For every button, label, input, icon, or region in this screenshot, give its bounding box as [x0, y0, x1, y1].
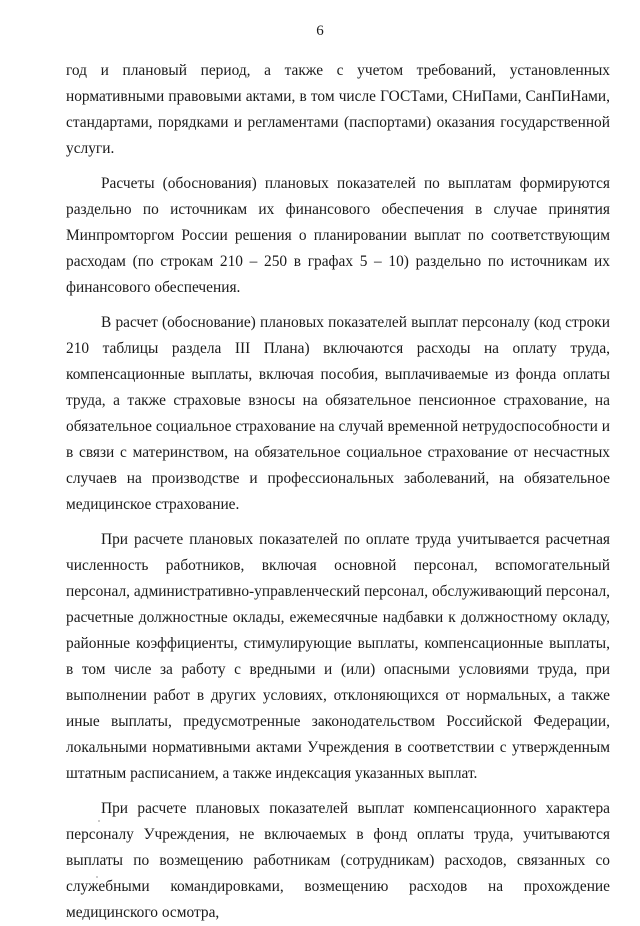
paragraph-compensation-payments: При расчете плановых показателей выплат компенсационного характера персоналу Учреждения, не включаемых в фонд оплаты труда, учитываются выплаты по возмещению работникам (сотрудникам) расходов, связанных со служебными командировками, возмещению расходов на прохождение медицинского осмотра,	[66, 800, 610, 921]
paragraph-personnel-payments: В расчет (обоснование) плановых показателей выплат персоналу (код строки 210 таблицы раздела III Плана) включаются расходы на оплату труда, компенсационные выплаты, включая пособия, выплачиваемые из фонда оплаты труда, а также страховые взносы на обязательное пенсионное страхование, на обязательное социальное страхование на случай временной нетрудоспособности и в связи с материнством, на обязательное социальное страхование от несчастных случаев на производстве и профессиональных заболеваний, на обязательное медицинское страхование.	[66, 314, 610, 513]
paragraph-continuation: год и плановый период, а также с учетом требований, установленных нормативными правовыми актами, в том числе ГОСТами, СНиПами, СанПиНами, стандартами, порядками и регламентами (паспортами) оказания государственной услуги.	[66, 62, 610, 157]
scan-speck	[98, 820, 100, 822]
document-body	[66, 58, 610, 926]
paragraph-wage-calculation: При расчете плановых показателей по оплате труда учитывается расчетная численность работников, включая основной персонал, вспомогательный персонал, административно-управленческий персонал, обслуживающий персонал, расчетные должностные оклады, ежемесячные надбавки к должностному окладу, районные коэффициенты, стимулирующие выплаты, компенсационные выплаты, в том числе за работу с вредными и (или) опасными условиями труда, при выполнении работ в других условиях, отклоняющихся от нормальных, а также иные выплаты, предусмотренные законодательством Российской Федерации, локальными нормативными актами Учреждения в соответствии с утвержденным штатным расписанием, а также индексация указанных выплат.	[66, 531, 610, 782]
paragraph-calculations: Расчеты (обоснования) плановых показателей по выплатам формируются раздельно по источникам их финансового обеспечения в случае принятия Минпромторгом России решения о планировании выплат по соответствующим расходам (по строкам 210 – 250 в графах 5 – 10) раздельно по источникам их финансового обеспечения.	[66, 175, 610, 296]
page-number: 6	[316, 23, 324, 39]
scan-speck	[96, 876, 98, 878]
